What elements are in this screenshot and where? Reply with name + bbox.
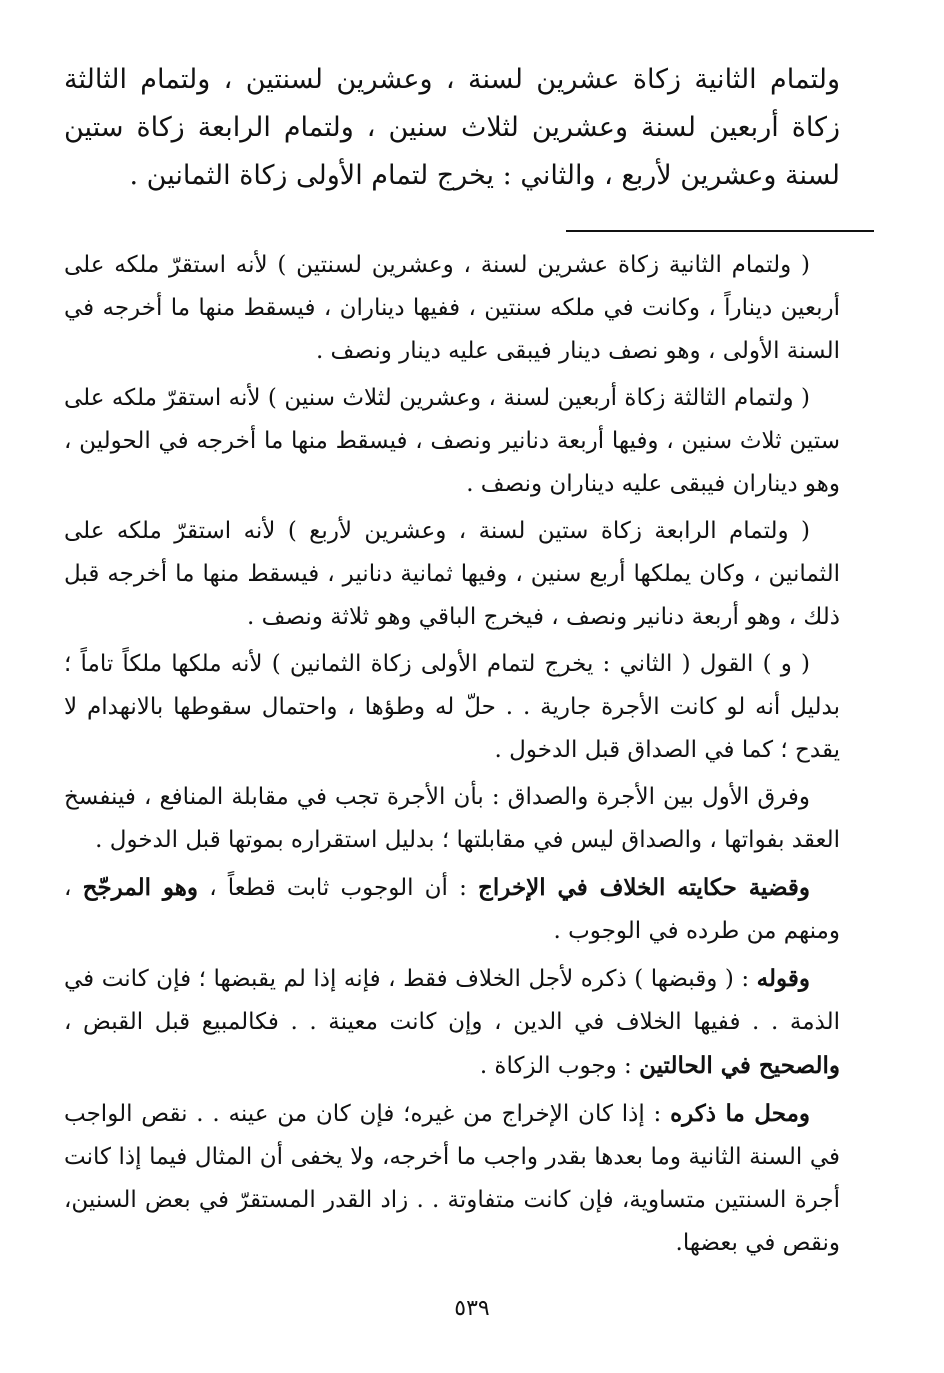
separator-line (566, 230, 874, 232)
bold-lead: وقوله (756, 965, 810, 992)
paragraph-text: ، ومنهم من طرده في الوجوب . (64, 875, 840, 944)
paragraph-text: : وجوب الزكاة . (479, 1053, 640, 1079)
commentary-paragraph: ( ولتمام الثانية زكاة عشرين لسنة ، وعشرين لسنتين ) لأنه استقرّ ملكه على أربعين ديناراً ، وكانت في ملكه سنتين ، ففيها ديناران ، فيسقط منها ما أخرجه في السنة الأولى ، وهو نصف دينار فيبقى عليه دينار ونصف . (64, 252, 840, 364)
commentary (64, 244, 840, 1269)
commentary-paragraph (64, 1092, 840, 1265)
page-number: ٥٣٩ (454, 1296, 490, 1321)
commentary-paragraph (64, 957, 840, 1088)
bold-lead: وهو المرجّح (82, 874, 199, 901)
bold-lead: والصحيح في الحالتين (639, 1052, 840, 1079)
paragraph-text: : إذا كان الإخراج من غيره؛ فإن كان من عينه . . نقص الواجب في السنة الثانية وما بعدها بقدر واجب ما أخرجه، ولا يخفى أن المثال فيما إذا كانت أجرة السنتين متساوية، فإن كانت متفاوتة . . زاد القدر المستقرّ في بعض السنين، ونقص في بعضها. (64, 1101, 840, 1256)
commentary-paragraph: ( و ) القول ( الثاني : يخرج لتمام الأولى زكاة الثمانين ) لأنه ملكها ملكاً تاماً ؛ بدليل أنه لو كانت الأجرة جارية . . حلّ له وطؤها ، واحتمال سقوطها بالانهدام لا يقدح ؛ كما في الصداق قبل الدخول . (64, 651, 840, 763)
commentary-paragraph (64, 866, 840, 953)
commentary-paragraph: ( ولتمام الرابعة زكاة ستين لسنة ، وعشرين لأربع ) لأنه استقرّ ملكه على الثمانين ، وكان يملكها أربع سنين ، وفيها ثمانية دنانير ، فيسقط منها ما أخرجه قبل ذلك ، وهو أربعة دنانير ونصف ، فيخرج الباقي وهو ثلاثة ونصف . (64, 518, 840, 630)
main-text: ولتمام الثانية زكاة عشرين لسنة ، وعشرين لسنتين ، ولتمام الثالثة زكاة أربعين لسنة وعشرين لثلاث سنين ، ولتمام الرابعة زكاة ستين لسنة وعشرين لأربع ، والثاني : يخرج لتمام الأولى زكاة الثمانين . (64, 64, 840, 191)
paragraph-text: : ( وقبضها ) ذكره لأجل الخلاف فقط ، فإنه إذا لم يقبضها ؛ فإن كانت في الذمة . . ففيها الخلاف في الدين ، وإن كانت معينة . . فكالمبيع قبل القبض ، (64, 966, 840, 1035)
paragraph-text: : أن الوجوب ثابت قطعاً ، (198, 875, 479, 901)
bold-lead: وقضية حكايته الخلاف في الإخراج (478, 874, 811, 901)
commentary-paragraph: وفرق الأول بين الأجرة والصداق : بأن الأجرة تجب في مقابلة المنافع ، فينفسخ العقد بفواتها ، والصداق ليس في مقابلتها ؛ بدليل استقراره بموتها قبل الدخول . (64, 784, 840, 853)
bold-lead: ومحل ما ذكره (670, 1100, 810, 1127)
commentary-paragraph: ( ولتمام الثالثة زكاة أربعين لسنة ، وعشرين لثلاث سنين ) لأنه استقرّ ملكه على ستين ثلاث سنين ، وفيها أربعة دنانير ونصف ، فيسقط منها ما أخرجه في الحولين ، وهو ديناران فيبقى عليه ديناران ونصف . (64, 385, 840, 497)
